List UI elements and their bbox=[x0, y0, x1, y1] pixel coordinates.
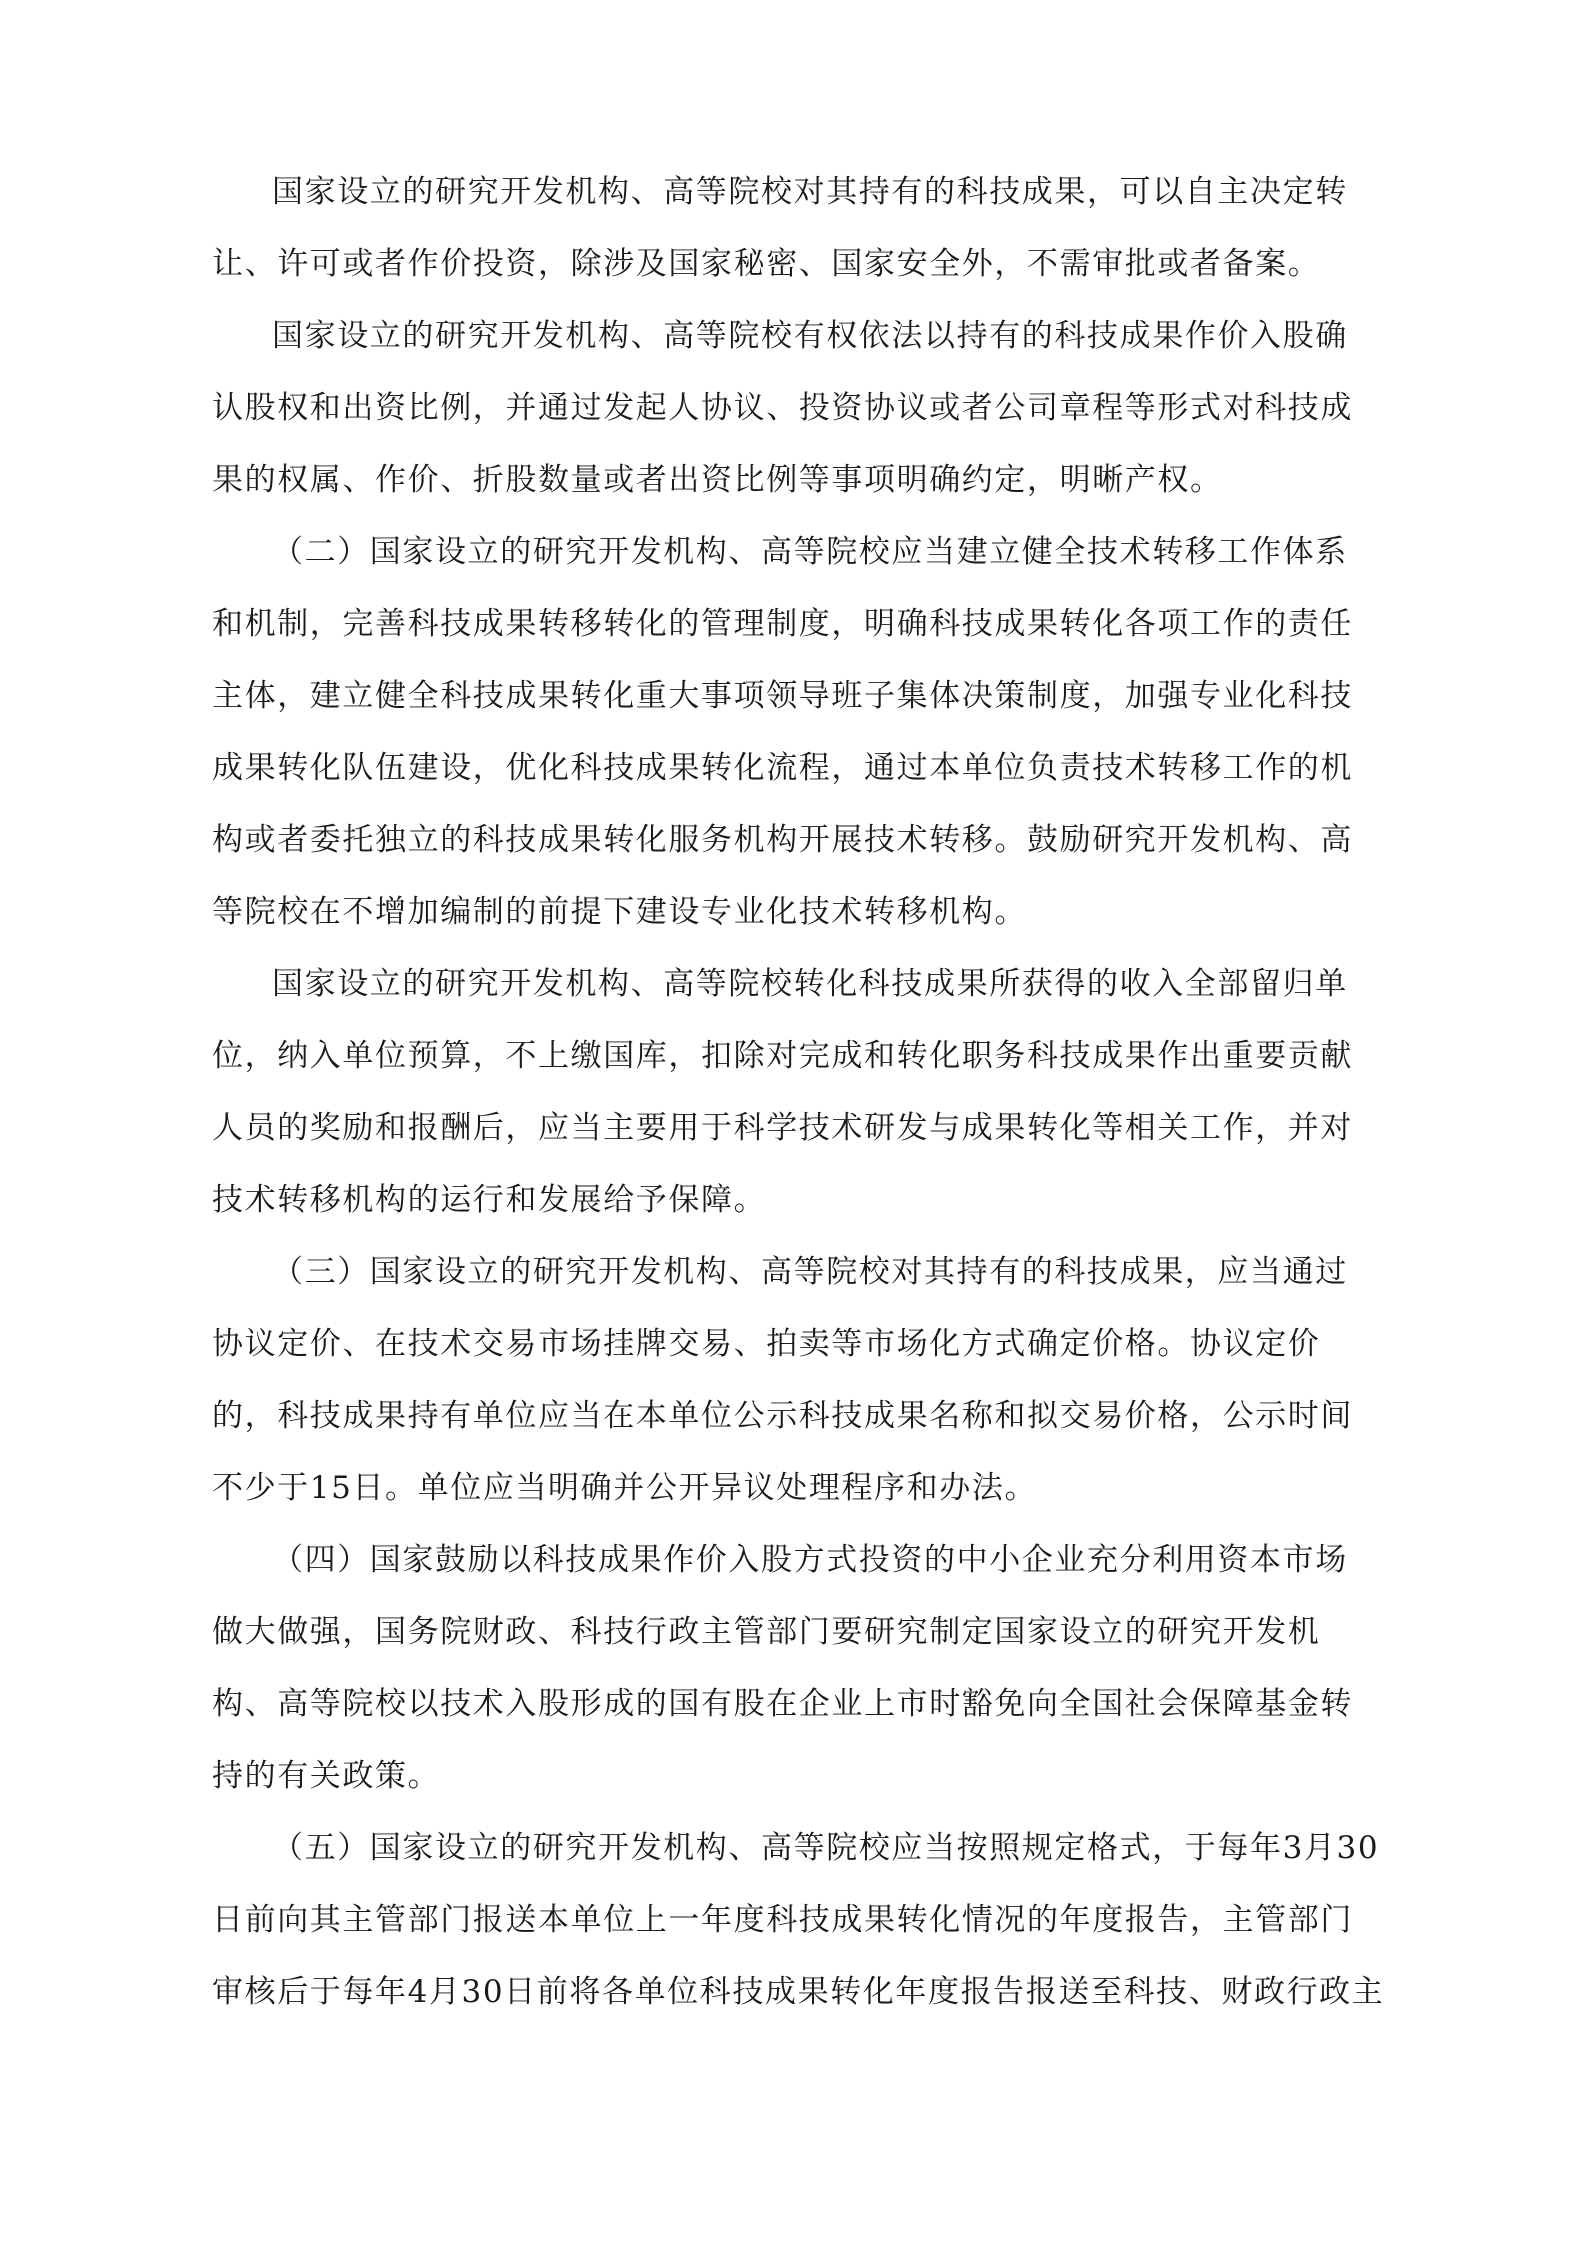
text-line: 主体，建立健全科技成果转化重大事项领导班子集体决策制度，加强专业化科技 bbox=[212, 678, 1353, 714]
text-line: （二）国家设立的研究开发机构、高等院校应当建立健全技术转移工作体系 bbox=[272, 534, 1348, 570]
text-line: 的，科技成果持有单位应当在本单位公示科技成果名称和拟交易价格，公示时间 bbox=[212, 1398, 1353, 1434]
text-line: 协议定价、在技术交易市场挂牌交易、拍卖等市场化方式确定价格。协议定价 bbox=[212, 1326, 1321, 1362]
text-line: 国家设立的研究开发机构、高等院校对其持有的科技成果，可以自主决定转 bbox=[272, 174, 1348, 210]
text-line: 等院校在不增加编制的前提下建设专业化技术转移机构。 bbox=[212, 894, 1027, 930]
text-line: 人员的奖励和报酬后，应当主要用于科学技术研发与成果转化等相关工作，并对 bbox=[212, 1110, 1353, 1146]
text-line: 果的权属、作价、折股数量或者出资比例等事项明确约定，明晰产权。 bbox=[212, 462, 1223, 498]
text-line: 做大做强，国务院财政、科技行政主管部门要研究制定国家设立的研究开发机 bbox=[212, 1614, 1321, 1650]
text-line: 国家设立的研究开发机构、高等院校有权依法以持有的科技成果作价入股确 bbox=[272, 318, 1348, 354]
text-line: 构、高等院校以技术入股形成的国有股在企业上市时豁免向全国社会保障基金转 bbox=[212, 1686, 1353, 1722]
text-line: 不少于15日。单位应当明确并公开异议处理程序和办法。 bbox=[212, 1470, 1038, 1506]
text-line: （三）国家设立的研究开发机构、高等院校对其持有的科技成果，应当通过 bbox=[272, 1254, 1348, 1290]
text-line: （四）国家鼓励以科技成果作价入股方式投资的中小企业充分利用资本市场 bbox=[272, 1542, 1348, 1578]
text-line: 国家设立的研究开发机构、高等院校转化科技成果所获得的收入全部留归单 bbox=[272, 966, 1348, 1002]
text-line: 认股权和出资比例，并通过发起人协议、投资协议或者公司章程等形式对科技成 bbox=[212, 390, 1353, 426]
text-line: 持的有关政策。 bbox=[212, 1758, 441, 1794]
text-line: 构或者委托独立的科技成果转化服务机构开展技术转移。鼓励研究开发机构、高 bbox=[212, 822, 1353, 858]
text-line: 让、许可或者作价投资，除涉及国家秘密、国家安全外，不需审批或者备案。 bbox=[212, 246, 1321, 282]
text-line: 和机制，完善科技成果转移转化的管理制度，明确科技成果转化各项工作的责任 bbox=[212, 606, 1353, 642]
text-line: 审核后于每年4月30日前将各单位科技成果转化年度报告报送至科技、财政行政主 bbox=[212, 1974, 1385, 2010]
text-line: 日前向其主管部门报送本单位上一年度科技成果转化情况的年度报告，主管部门 bbox=[212, 1902, 1353, 1938]
text-line: 成果转化队伍建设，优化科技成果转化流程，通过本单位负责技术转移工作的机 bbox=[212, 750, 1353, 786]
text-line: （五）国家设立的研究开发机构、高等院校应当按照规定格式，于每年3月30 bbox=[272, 1830, 1380, 1866]
text-line: 位，纳入单位预算，不上缴国库，扣除对完成和转化职务科技成果作出重要贡献 bbox=[212, 1038, 1353, 1074]
text-line: 技术转移机构的运行和发展给予保障。 bbox=[212, 1182, 767, 1218]
